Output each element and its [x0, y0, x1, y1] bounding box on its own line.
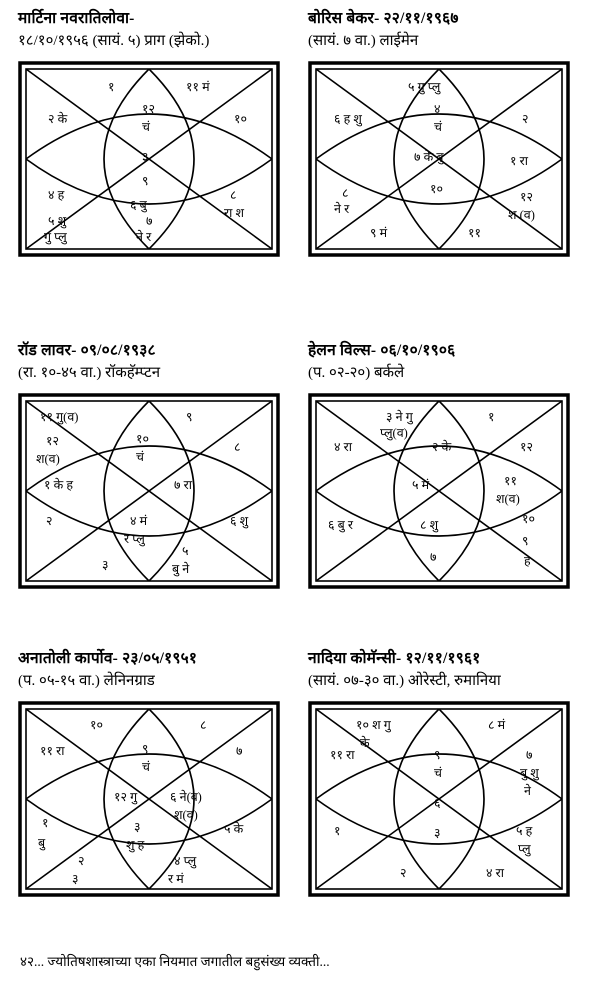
cell-12: १२ गु — [114, 789, 138, 804]
cell-9: ९ — [142, 173, 149, 188]
cell-2: २ — [522, 111, 529, 126]
cell-9: ९ — [434, 747, 441, 762]
cell-9: ९ — [142, 741, 149, 756]
chart-title: रॉड लावर- ०९/०८/१९३८ — [18, 342, 156, 359]
cell-4: ४ मं — [130, 513, 148, 528]
chart-svg — [18, 393, 280, 589]
cell-7: ७ के बु — [414, 149, 444, 164]
cell-10: १० — [136, 431, 150, 446]
cell-11: ११ — [468, 225, 482, 240]
cell-2: २ — [400, 865, 407, 880]
horoscope-chart — [308, 701, 570, 897]
cell-2: २ के — [432, 439, 452, 454]
cell-8: ८ — [234, 439, 241, 454]
cell-8-planets: रा श — [224, 205, 244, 220]
cell-7: ७ — [430, 549, 437, 564]
horoscope-chart — [308, 393, 570, 589]
cell-3-planets: प्लु(व) — [380, 425, 408, 440]
chart-subtitle: (रा. १०-४५ वा.) रॉकहॅम्प्टन — [18, 365, 161, 382]
cell-1: १ — [334, 823, 341, 838]
cell-9: ९ मं — [370, 225, 388, 240]
horoscope-chart — [18, 393, 280, 589]
cell-7-planets-2: ने — [524, 783, 531, 798]
cell-9: ९ — [186, 409, 193, 424]
cell-8: ८ — [200, 717, 207, 732]
cell-12: १२ — [46, 433, 60, 448]
cell-7: ७ — [146, 213, 153, 228]
cell-5-planets: गु प्लु — [44, 229, 67, 244]
cell-12: १२ — [142, 101, 156, 116]
cell-2-planets: ३ — [72, 871, 79, 886]
cell-11: ११ — [504, 473, 518, 488]
chart-block-anatoli-karpov — [18, 648, 298, 897]
cell-8: ८ — [230, 187, 237, 202]
cell-moon: चं — [434, 765, 442, 780]
cell-6: ६ बु — [130, 197, 147, 212]
chart-block-helen-wills — [308, 340, 588, 589]
cell-11: ११ रा — [40, 743, 65, 758]
cell-3: ३ — [434, 825, 441, 840]
cell-5: ५ के — [224, 821, 244, 836]
cell-7-planets: ने र — [136, 229, 152, 244]
horoscope-chart — [308, 61, 570, 257]
chart-title: मार्टिना नवरातिलोवा- — [18, 10, 135, 27]
chart-title: बोरिस बेकर- २२/११/१९६७ — [308, 10, 459, 27]
cell-1: १ रा — [510, 153, 528, 168]
chart-title: हेलन विल्स- ०६/१०/१९०६ — [308, 342, 456, 359]
cell-12: १२ — [520, 189, 534, 204]
cell-4: ४ प्लु — [174, 853, 197, 868]
cell-4-planets: र प्लु — [124, 531, 145, 546]
cell-9-planets: ह — [524, 553, 531, 568]
chart-subtitle: १८/१०/१९५६ (सायं. ५) प्राग (झेको.) — [18, 33, 210, 50]
chart-subtitle: (सायं. ७ वा.) लाईमेन — [308, 33, 419, 50]
cell-5: ५ मं — [412, 477, 430, 492]
chart-svg — [18, 701, 280, 897]
cell-10: १० — [234, 111, 248, 126]
cell-8: ८ शु — [420, 517, 439, 532]
cell-12-planets: श (व) — [508, 207, 535, 222]
chart-svg — [308, 393, 570, 589]
cell-11-planets: श(व) — [496, 491, 520, 506]
cell-moon: चं — [142, 759, 150, 774]
cell-7: ७ रा — [174, 477, 192, 492]
cell-moon: चं — [142, 119, 150, 134]
cell-4-planets: र मं — [168, 871, 184, 886]
chart-subtitle: (सायं. ०७-३० वा.) ओरेस्टी, रुमानिया — [308, 673, 501, 690]
cell-5: ५ शु — [48, 213, 67, 228]
cell-8: ८ — [342, 185, 349, 200]
cell-6: ६ ने(व) — [170, 789, 202, 804]
cell-1: १ — [42, 815, 49, 830]
chart-svg — [18, 61, 280, 257]
cell-5: ५ ह — [516, 823, 533, 838]
chart-subtitle: (प. ०५-१५ वा.) लेनिनग्राड — [18, 673, 155, 690]
cell-4: ४ रा — [334, 439, 352, 454]
cell-5: ५ — [182, 543, 189, 558]
cell-1: १ — [108, 79, 115, 94]
cell-6: ६ बु र — [328, 517, 354, 532]
cell-11: ११ गु(व) — [40, 409, 79, 424]
cell-7-planets: बु शु — [520, 765, 539, 780]
horoscope-chart — [18, 701, 280, 897]
cell-10: १० — [522, 511, 536, 526]
cell-10: १० — [90, 717, 104, 732]
cell-6: ६ शु — [230, 513, 249, 528]
cell-6: ६ ह शु — [334, 111, 362, 126]
chart-svg — [308, 61, 570, 257]
cell-1-planets: बु — [38, 835, 46, 850]
cell-moon: चं — [136, 449, 144, 464]
cell-7: ७ — [526, 747, 533, 762]
cell-11: ११ मं — [186, 79, 210, 94]
cell-4: ४ रा — [486, 865, 504, 880]
cell-5-planets: प्लु — [518, 841, 531, 856]
cell-6-planets: श(व) — [174, 807, 198, 822]
cell-1: १ के ह — [44, 477, 73, 492]
cell-3: ३ — [134, 819, 141, 834]
horoscope-chart — [18, 61, 280, 257]
chart-title: नादिया कोमॅन्सी- १२/११/१९६१ — [308, 650, 481, 667]
chart-block-martina-navratilova — [18, 8, 298, 257]
cell-4: ४ — [434, 101, 441, 116]
chart-subtitle: (प. ०२-२०) बर्कले — [308, 365, 405, 382]
chart-block-boris-becker — [308, 8, 588, 257]
cell-3: ३ — [142, 149, 149, 164]
cell-1: १ — [488, 409, 495, 424]
cell-8-planets: ने र — [334, 201, 350, 216]
cell-10: १० — [430, 181, 444, 196]
cell-5: ५ गु प्लु — [408, 79, 441, 94]
cell-2: २ — [78, 853, 85, 868]
cell-12: १२ — [520, 439, 534, 454]
chart-title: अनातोली कार्पोव- २३/०५/१९५१ — [18, 650, 198, 667]
chart-block-rod-laver — [18, 340, 298, 589]
cell-8: ८ मं — [488, 717, 506, 732]
cell-3: ३ — [102, 557, 109, 572]
cell-4: ४ ह — [48, 187, 65, 202]
chart-svg — [308, 701, 570, 897]
cell-12-planets: श(व) — [36, 451, 60, 466]
cell-9: ९ — [522, 533, 529, 548]
cell-5-planets: बु ने — [172, 561, 190, 576]
cell-10: १० श गु — [356, 717, 391, 732]
cell-3: ३ ने गु — [386, 409, 413, 424]
cell-2: २ के — [48, 111, 68, 126]
cell-moon: चं — [434, 119, 442, 134]
cell-6: ६ — [434, 795, 441, 810]
cell-11: ११ रा — [330, 747, 355, 762]
cell-2: २ — [46, 513, 53, 528]
page-footer-note: ४२... ज्योतिषशास्त्राच्या एका नियमात जगातील बहुसंख्य व्यक्ती... — [20, 954, 330, 969]
cell-10-planets: के — [360, 735, 370, 750]
cell-3-planets: शु ह — [126, 837, 145, 852]
chart-block-nadia-comaneci — [308, 648, 588, 897]
cell-7: ७ — [236, 743, 243, 758]
